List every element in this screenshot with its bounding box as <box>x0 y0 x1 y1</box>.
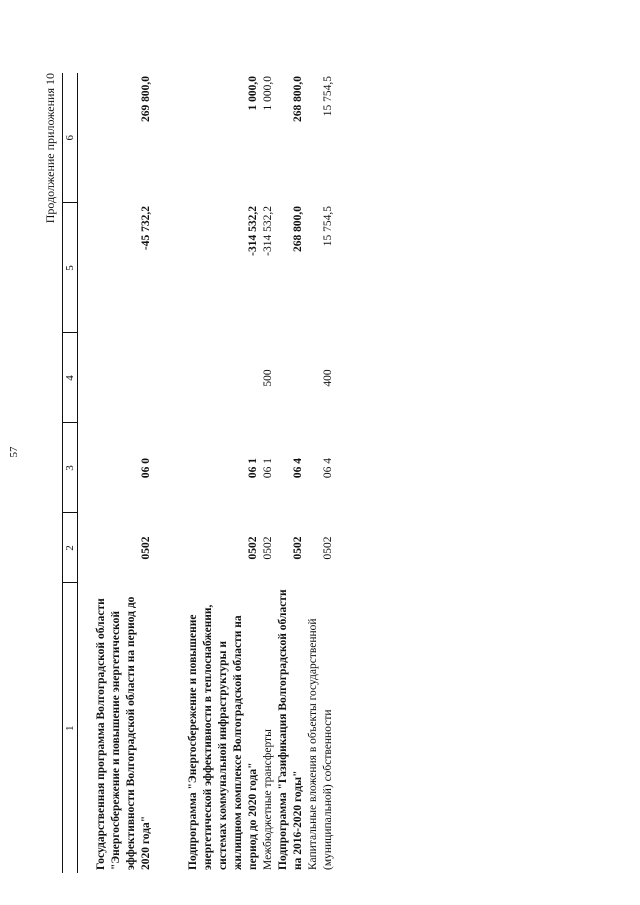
column-header: 1 <box>63 583 78 873</box>
page-number: 57 <box>8 446 20 458</box>
row-total: 1 000,0 <box>262 76 274 111</box>
column-header: 4 <box>63 333 78 423</box>
row-total: 1 000,0 <box>247 76 259 111</box>
row-target: 06 0 <box>140 457 152 479</box>
row-name: Подпрограмма "Газификация Волгоградской области на 2016-2020 годы" <box>277 589 304 870</box>
row-total: 268 800,0 <box>292 76 304 122</box>
row-total: 269 800,0 <box>140 76 152 122</box>
row-change: -314 532,2 <box>262 206 274 256</box>
row-name: Подпрограмма "Энергосбережение и повышение энергетической эффективности в теплоснабжении, системах коммунальной инфраструктуры и жилищном комплексе Волгоградской области на период до 2020 года" <box>187 604 259 870</box>
column-header: 2 <box>63 513 78 583</box>
row-change: -45 732,2 <box>140 206 152 251</box>
row-name: Государственная программа Волгоградской области "Энергосбережение и повышение энергетической эффективности Волгоградской области на период до 2020 года" <box>95 596 152 870</box>
table-row <box>261 73 276 873</box>
row-name: Межбюджетные трансферты <box>262 729 274 870</box>
rotated-page <box>40 73 600 873</box>
row-section: 0502 <box>262 536 274 560</box>
row-expense <box>276 333 306 423</box>
row-change: 15 754,5 <box>322 206 334 247</box>
column-header: 3 <box>63 423 78 513</box>
row-change: -314 532,2 <box>247 206 259 256</box>
row-target: 06 4 <box>322 457 334 479</box>
column-header: 5 <box>63 203 78 333</box>
row-target: 06 4 <box>292 457 304 479</box>
table-row <box>276 73 306 873</box>
row-expense: 500 <box>262 369 274 387</box>
rotated-content <box>40 73 600 873</box>
table-row <box>94 73 154 873</box>
row-target: 06 1 <box>247 457 259 479</box>
row-expense: 400 <box>322 369 334 387</box>
row-section: 0502 <box>140 536 152 560</box>
table-row <box>186 73 261 873</box>
row-expense <box>186 333 261 423</box>
row-expense <box>94 333 154 423</box>
row-total: 15 754,5 <box>322 76 334 117</box>
header-row <box>63 73 78 873</box>
row-section: 0502 <box>247 536 259 560</box>
row-target: 06 1 <box>262 457 274 479</box>
row-section: 0502 <box>292 536 304 560</box>
row-change: 268 800,0 <box>292 206 304 252</box>
column-header: 6 <box>63 73 78 203</box>
row-section: 0502 <box>322 536 334 560</box>
continuation-title: Продолжение приложения 10 <box>43 73 57 224</box>
row-name: Капитальные вложения в объекты государственной (муниципальной) собственности <box>307 618 334 870</box>
table-row <box>306 73 336 873</box>
budget-table <box>62 73 336 873</box>
